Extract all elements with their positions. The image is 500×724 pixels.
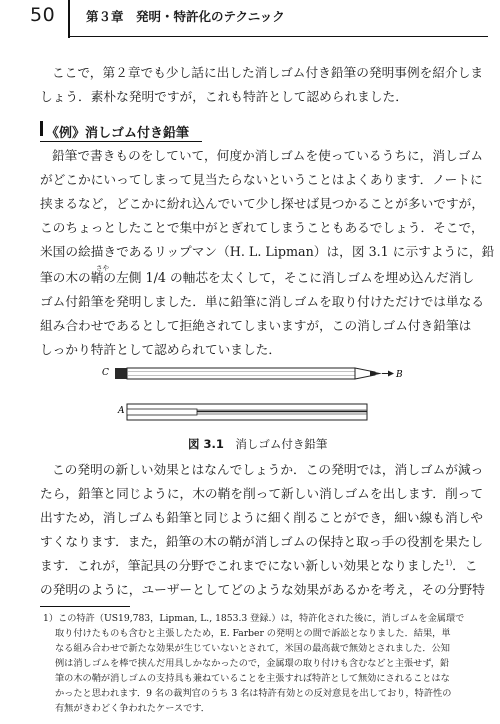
footnote-line-6: かったと思われます．9 名の裁判官のうち 3 名は特許有効との反対意見を出しており，特許性の — [55, 688, 452, 699]
body1-line-4: このちょっとしたことで集中がとぎれてしまうこともあるでしょう．そこで， — [40, 220, 484, 235]
ruby-annotation: さや — [96, 264, 109, 272]
body2-line-4: すくなります．また，鉛筆の木の鞘が消しゴムの保持と取っ手の役割を果たし — [40, 534, 484, 549]
intro-line-2: しょう．素朴な発明ですが，これも特許として認められました． — [40, 89, 408, 104]
label-b: B — [396, 370, 403, 380]
section-heading: 《例》消しゴム付き鉛筆 — [46, 126, 190, 141]
footnote-line-5: 筆の木の鞘が消しゴムの支持具も兼ねていることを主張すれば特許として無効にされることはな — [55, 673, 450, 684]
body1-line-6: 筆の木の鞘の左側 1/4 の軸芯を太くして，そこに消しゴムを埋め込んだ消し — [40, 270, 475, 285]
body2-line-6-text: 発明のように，ユーザーとしてどのような効果があるかを考え，その分野特 — [52, 582, 485, 597]
body1-line-1: 鉛筆で書きものをしていて，何度か消しゴムを使っているうちに，消しゴム — [52, 148, 484, 163]
page-number: 50 — [30, 4, 56, 26]
body2-line-5-text: ます．これが，筆記具の分野でこれまでにない新しい効果となりました — [40, 558, 445, 573]
body1-line-9: しっかり特許として認められていました． — [40, 342, 282, 357]
label-c: C — [102, 368, 109, 378]
header-vertical-rule — [68, 0, 70, 38]
footnote-line-1: 1）この特許（US19,783，Lipman, L., 1853.3 登録.）は，特許化された後に，消しゴムを金属環で — [43, 613, 465, 624]
body2-line-6-head: の — [40, 582, 53, 597]
footnote-line-3: なる組み合わせで新たな効果が生じていないとされて，米国の最高裁で無効とされました．公知 — [55, 643, 450, 654]
embedded-eraser — [127, 409, 197, 415]
body2-line-1: この発明の新しい効果とはなんでしょうか．この発明では，消しゴムが減っ — [52, 462, 484, 477]
pencil-lead — [370, 371, 382, 376]
chapter-title: 第３章 発明・特許化のテクニック — [86, 9, 285, 24]
pencil-figure — [90, 366, 420, 442]
body1-line-3: 挟まるなど，どこかに紛れ込んでいて少し探せば見つかることが多いですが， — [40, 196, 485, 211]
body2-line-3: 出すため，消しゴムも鉛筆と同じように細く削ることができ，細い線も消しや — [40, 510, 484, 525]
body2-line-5-tail: ．こ — [452, 558, 478, 573]
section-heading-marker — [40, 121, 43, 136]
figure-caption-text: 消しゴム付き鉛筆 — [235, 437, 328, 451]
body2-line-2: たら，鉛筆と同じように，木の鞘を削って新しい消しゴムを出します．削って — [40, 486, 484, 501]
body1-line-7: ゴム付鉛筆を発明しました．単に鉛筆に消しゴムを取り付けただけでは単なる — [40, 294, 485, 309]
pencil-side-view — [102, 368, 403, 380]
intro-line-1: ここで，第２章でも少し話に出した消しゴム付き鉛筆の発明事例を紹介しま — [52, 65, 484, 80]
footnote-line-7: 有無がきわどく争われたケースです． — [55, 703, 210, 714]
eraser-end — [115, 368, 127, 379]
body2-line-5 — [40, 560, 478, 573]
footnote-line-4: 例は消しゴムを棒で挟んだ用具しかなかったので，金属環の取り付けも含むなどと主張せず，鉛 — [55, 658, 450, 669]
footnote-line-2: 取り付けたものも含むと主張したため，E. Farber の発明との間で訴訟となりました．結果，単 — [55, 628, 451, 639]
figure-caption — [188, 436, 327, 452]
label-a: A — [118, 406, 125, 416]
header-horizontal-rule — [68, 36, 488, 37]
body1-line-8: 組み合わせであるとして拒絶されてしまいますが，この消しゴム付き鉛筆は — [40, 318, 472, 333]
body1-line-2: がどこかにいってしまって見当たらないということはよくあります．ノートに — [40, 172, 483, 187]
section-heading-underline — [40, 141, 202, 142]
footnote-rule — [40, 606, 130, 607]
body1-line-5: 米国の絵描きであるリップマン（H. L. Lipman）は，図 3.1 に示すように，鉛 — [40, 244, 495, 259]
footnote-reference[interactable]: 1) — [444, 558, 453, 567]
body2-line-6 — [40, 584, 485, 597]
figure-caption-number: 図 3.1 — [188, 437, 224, 451]
pencil-cross-section — [117, 404, 367, 420]
